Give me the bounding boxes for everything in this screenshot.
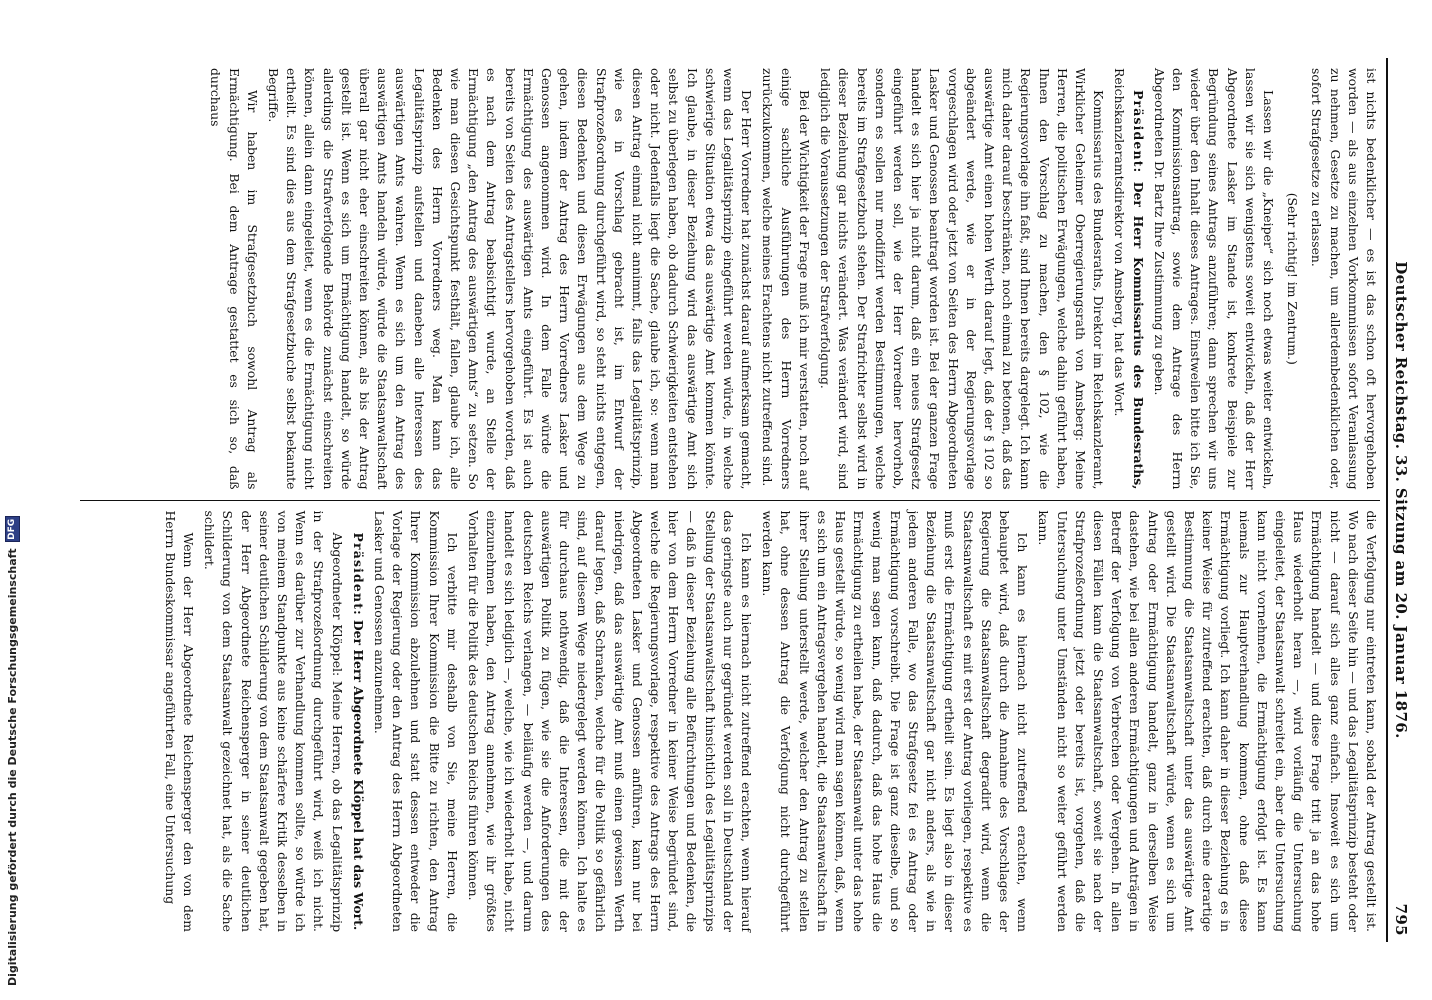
paragraph: Wenn der Herr Abgeordnete Reichensperger den von dem Herrn Bundeskommissar angeführten Fall, eine Untersuchung xyxy=(162,510,196,932)
paragraph: Ich kann es hiernach nicht zutreffend erachten, wenn behauptet wird, daß durch die Annahme des Vorschlages der Regierung die Staatsanwaltschaft degradirt wird, wenn die Staatsanwaltschaft es mit erst der Antrag vorliegen, respektive es muß erst die Ermächtigung ertheilt sein. Es liegt also in dieser Beziehung die Staatsanwaltschaft gar nicht anders, als wie in jedem anderen Falle, wo das Strafgesetz fei es Antrag oder Ermächtigung vorschreibt. Die Frage ist ganz dieselbe, und so wenig man sagen kann, daß dadurch, daß das hohe Haus die Ermächtigung zu ertheilen habe, der Staatsanwalt unter das hohe Haus gestellt würde, so wenig wird man sagen können, daß, wenn es sich um ein Antragsvergehen handelt, die Staatsanwaltschaft in ihrer Stellung unterstellt werde, welcher den Antrag zu stellen hat, ohne dessen Antrag die Verfolgung nicht durchgeführt werden kann. xyxy=(760,510,1031,932)
two-column-body xyxy=(80,58,1380,942)
digitization-note-text: Digitalisierung gefördert durch die Deutsche Forschungsgemeinschaft xyxy=(5,548,19,986)
speaker-text: Reichskanzleramtsdirektor von Amsberg, hat das Wort. xyxy=(1112,68,1128,417)
interjection: (Sehr richtig! im Zentrum.) xyxy=(1285,192,1301,365)
paragraph-continued: die Verfolgung nur eintreten kann, sobald der Antrag gestellt ist. Wo nach dieser Seite hin — und das Legalitätsprinzip besteht oder nicht — darauf sich alles ganz einfach. Insoweit es sich um Ermächtigung handelt — und diese Frage tritt ja an das hohe Haus wiederholt heran —, wird vorläufig die Untersuchung eingeleitet, der Staatsanwalt schreitet ein, aber die Untersuchung kann nicht vornehmen, die Ermächtigung erfolgt ist. Es kann niemals zur Hauptverhandlung kommen, ohne daß diese Ermächtigung vorliegt. Ich kann daher in dieser Beziehung es in keiner Weise für zutreffend erachten, daß durch eine derartige Bestimmung die Staatsanwaltschaft unter das auswärtige Amt gestellt wird. Die Staatsanwaltschaft würde, wenn es sich um Antrag oder Ermächtigung handelt, ganz in derselben Weise dastehen, wie bei allen anderen Ermächtigungen und Anträgen in Betreff der Verfolgung von Verbrechen oder Vergehen. In allen diesen Fällen kann die Staatsanwaltschaft, soweit sie nach der Strafprozeßordnung jetzt oder bereits ist, vorgehen, daß die Untersuchung unter Umständen nicht so weiter geführt werden kann. xyxy=(1036,510,1379,932)
paragraph: Lassen wir die „Kneiper“ sich noch etwas weiter entwickeln, lassen wir sie sich wenigstens soweit entwickeln, daß der Herr Abgeordnete Lasker im Stande ist, konkrete Beispiele zur Begründung seines Antrags anzuführen; dann sprechen wir uns wieder über den Inhalt dieses Antrages. Einstweilen bitte ich Sie, den Kommissionsantrag, sowie dem Antrage des Herrn Abgeordneten Dr. Bartz Ihre Zustimmung zu geben. xyxy=(1151,68,1276,490)
digitization-footer xyxy=(3,0,21,1000)
paragraph: Abgeordneter Klöppel: Meine Herren, ob das Legalitätsprinzip in der Strafprozeßordnung durchgeführt wird, weiß ich nicht. Wenn es darüber zur Verhandlung kommen sollte, so würde ich von meinem Standpunkte aus keine schärfere Kritik desselben in seiner deutlichen Schilderung von dem Staatsanwalt gegeben hat, der Herr Abgeordnete Reichensperger in seiner deutlichen Schilderung von dem Staatsanwalt gezeichnet hat, als die Sache schildert. xyxy=(202,510,345,932)
paragraph: Ich kann es hiernach nicht zutreffend erachten, wenn hierauf das geringste auch nur gegründet werden soll in Deutschland der Stellung der Staatsanwaltschaft hinsichtlich des Legalitätsprinzips — daß in dieser Beziehung alle Befürchtungen und Bedenken, die hier von dem Herrn Vorredner in keiner Weise begründet sind, welche die Regierungsvorlage, respektive des Antrags des Herrn Abgeordneten Lasker und Genossen anführen, kann nur bei niedrigen, daß das auswärtige Amt muß einen gewissen Werth darauf legen, daß Schranken, welche für die Politik so gefährlich sind, auf diesem Wege niedergelegt werden können. Ich halte es für durchaus nothwendig, daß die Interessen, die mit der auswärtigen Politik zu fügen, wie sie die Anforderungen des deutschen Reichs verlangen, — beiläufig werden —, und darum handelt es sich lediglich —, welche, wie ich wiederholt habe, nicht einzunehmen haben, den Antrag annehmen, wie ihr größtes Vorhalten für die Politik des deutschen Reichs führen können. xyxy=(466,510,755,932)
paragraph: Wir haben im Strafgesetzbuch sowohl Antrag als Ermächtigung. Bei dem Antrage gestattet es sich so, daß durchaus xyxy=(208,68,260,490)
paragraph: Bei der Wichtigkeit der Frage muß ich mir verstatten, noch auf einige sachliche Ausführungen des Herrn Vorredners zurückzukommen, welche meines Erachtens nicht zutreffend sind. xyxy=(760,68,812,490)
speaker-paragraph xyxy=(349,511,367,933)
paragraph: Kommissarius des Bundesraths, Direktor im Reichskanzleramt, Wirklicher Geheimer Oberregierungsrath von Amsberg: Meine Herren, die politischen Erwägungen, welche dahin geführt haben, Ihnen den Vorschlag zu machen, den § 102, wie die Regierungsvorlage ihn faßt, sind Ihnen bereits dargelegt. Ich kann mich daher darauf beschränken, noch einmal zu betonen, daß das auswärtige Amt einen hohen Werth darauf legt, daß der § 102 so abgeändert werde, wie er in der Regierungsvorlage vorgeschlagen wird oder jetzt von Seiten des Herrn Abgeordneten Lasker und Genossen beantragt worden ist. Bei der ganzen Frage handelt es sich hier ja nicht darum, daß ein neues Strafgesetz eingeführt werden soll, wie der Herr Vorredner hervorhob, sondern es sollen nur modifizirt werden Bestimmungen, welche bereits im Strafgesetzbuch stehen. Der Strafrichter selbst wird in dieser Beziehung gar nichts verändert. Was verändert wird, sind lediglich die Voraussetzungen der Strafverfolgung. xyxy=(818,68,1107,490)
speaker-detail: Der Herr Kommissarius des Bundesraths, xyxy=(1130,181,1146,490)
paragraph: Der Herr Vorredner hat zunächst darauf aufmerksam gemacht, wenn das Legalitätsprinzip eingeführt werden würde, in welche schwierige Situation etwa das auswärtige Amt kommen könnte. Ich glaube, in dieser Beziehung wird das auswärtige Amt sich selbst zu überlegen haben, ob dadurch Schwierigkeiten entstehen oder nicht. Jedenfalls liegt die Sache, glaube ich, so: wenn man diesen Antrag einmal nicht annimmt, falls das Legalitätsprinzip, wie es in Vorschlag gebracht ist, im Entwurf der Strafprozeßordnung durchgeführt wird, so steht nichts entgegen, diesen Bedenken und diesen Erwägungen aus dem Wege zu gehen, indem der Antrag des Herrn Vorredners Lasker und Genossen angenommen wird. In dem Falle würde die Ermächtigung des auswärtigen Amts eingeführt. Es ist auch bereits von Seiten des Antragstellers hervorgehoben worden, daß es nach dem Antrag beabsichtigt wurde, an Stelle der Ermächtigung „den Antrag des auswärtigen Amts“ zu setzen. So wie man diesen Gesichtspunkt festhält, fallen, glaube ich, alle Bedenken des Herrn Vorredners weg. Man kann das Legalitätsprinzip aufstellen und daneben alle Interessen des auswärtigen Amts wahren. Wenn es sich um den Antrag des auswärtigen Amts handeln würde, würde die Staatsanwaltschaft überall gar nicht eher einschreiten können, als bis der Antrag gestellt ist. Wenn es sich um Ermächtigung handelt, so würde allerdings die Strafverfolgende Behörde zunächst einschreiten können, allein dann eingeleitet, wenn es die Ermächtigung nicht ertheilt. Es sind dies aus dem Strafgesetzbuche selbst bekannte Begriffe. xyxy=(266,68,755,490)
paragraph: Ich verbitte mir deshalb von Sie, meine Herren, die Kommission Ihrer Kommission die Bitte zu richten, den Antrag Ihrer Kommission abzulehnen und statt dessen entweder die Vorlage der Regierung oder den Antrag des Herrn Abgeordneten Lasker und Genossen anzunehmen. xyxy=(372,510,460,932)
speaker-label: Präsident: xyxy=(350,532,366,616)
speaker-label: Präsident: xyxy=(1130,90,1146,174)
dfg-logo-icon: DFG xyxy=(5,516,20,542)
left-column xyxy=(80,58,1380,500)
page-number: 795 xyxy=(1392,903,1410,936)
right-column xyxy=(80,501,1380,943)
speaker-paragraph xyxy=(1110,68,1146,490)
speaker-detail: Der Herr Abgeordnete Klöppel hat das Wort. xyxy=(350,619,366,931)
paragraph-continued: ist nichts bedenklicher — es ist das schon oft hervorgehoben worden — als aus einzelnen Vorkommnissen sofort Veranlassung zu nehmen, Gesetze zu machen, um allerdembedenklichen oder, sofort Strafgesetze zu erlassen. xyxy=(1309,68,1379,490)
running-title: Deutscher Reichstag. 33. Sitzung am 20. Januar 1876. xyxy=(1392,261,1410,739)
page-header xyxy=(1388,58,1414,942)
